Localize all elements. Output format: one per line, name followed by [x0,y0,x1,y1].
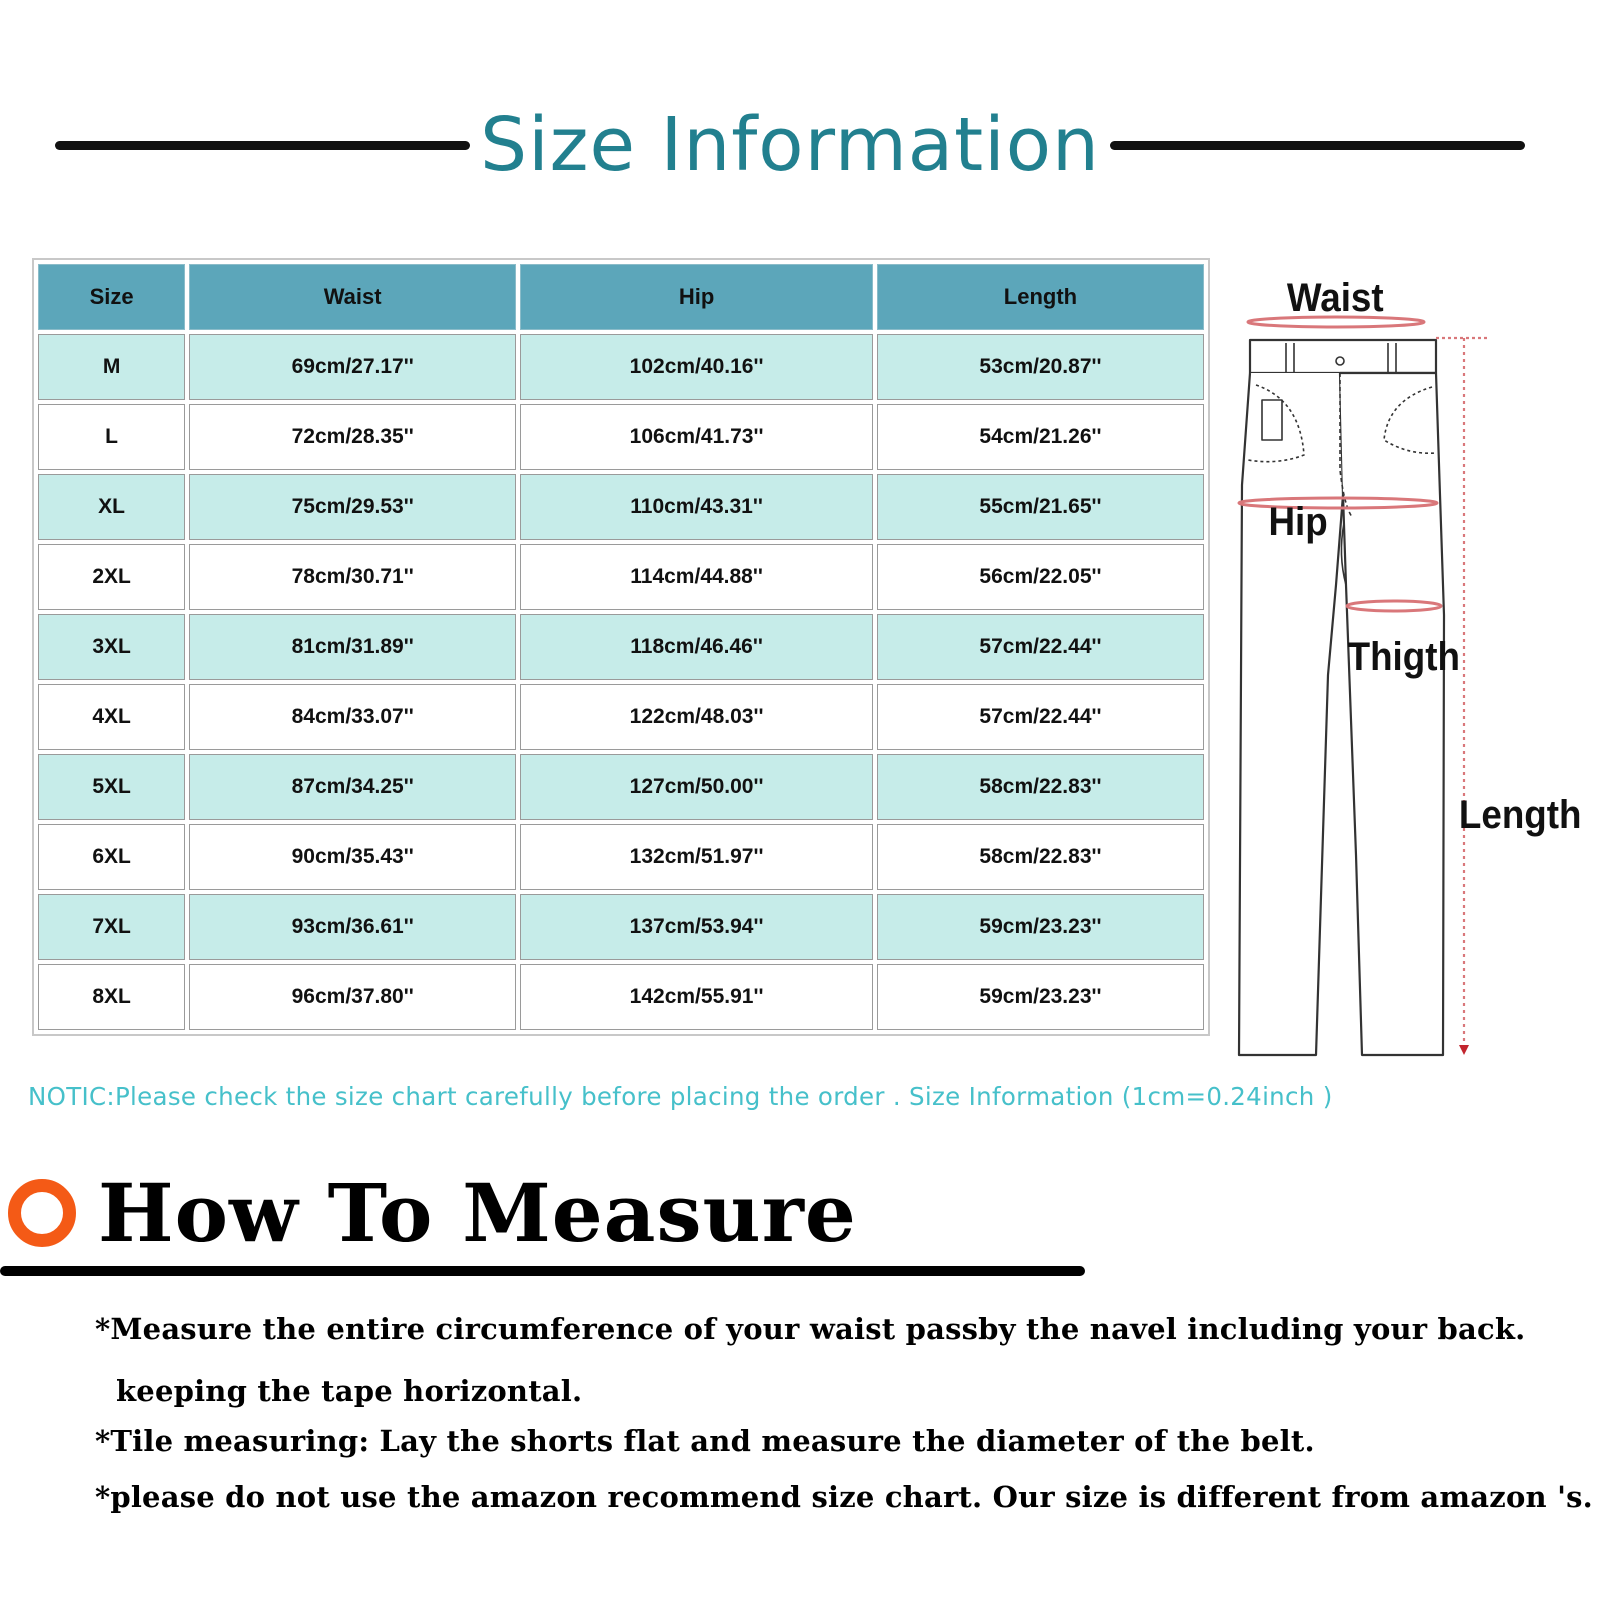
size-cell: 2XL [38,544,185,610]
table-row [38,474,1204,540]
waist-cell: 72cm/28.35'' [189,404,516,470]
size-cell: L [38,404,185,470]
size-cell: 4XL [38,684,185,750]
table-row [38,684,1204,750]
column-header-length: Length [877,264,1204,330]
table-row [38,754,1204,820]
title-right-rule [1110,141,1525,150]
instruction-waist: *Measure the entire circumference of your waist passby the navel including your back. [95,1312,1526,1346]
table-row [38,964,1204,1030]
hip-cell: 118cm/46.46'' [520,614,873,680]
size-cell: 3XL [38,614,185,680]
instruction-tile-measuring: *Tile measuring: Lay the shorts flat and measure the diameter of the belt. [95,1424,1315,1458]
length-label: Length [1458,792,1582,838]
length-cell: 59cm/23.23'' [877,964,1204,1030]
length-cell: 53cm/20.87'' [877,334,1204,400]
page-title: Size Information [480,102,1100,188]
waist-cell: 96cm/37.80'' [189,964,516,1030]
hip-cell: 110cm/43.31'' [520,474,873,540]
hip-cell: 127cm/50.00'' [520,754,873,820]
table-row [38,334,1204,400]
hip-cell: 114cm/44.88'' [520,544,873,610]
size-cell: 6XL [38,824,185,890]
size-table [34,260,1208,1034]
size-table-container [32,258,1210,1036]
size-cell: M [38,334,185,400]
thigh-label: Thigth [1347,634,1460,680]
instruction-amazon-chart: *please do not use the amazon recommend size chart. Our size is different from amazon 's. [95,1480,1593,1514]
table-header-row [38,264,1204,330]
hip-cell: 106cm/41.73'' [520,404,873,470]
waist-cell: 84cm/33.07'' [189,684,516,750]
length-cell: 55cm/21.65'' [877,474,1204,540]
hip-label: Hip [1268,499,1328,545]
pants-outline-icon [1239,340,1444,1055]
waist-cell: 93cm/36.61'' [189,894,516,960]
hip-cell: 137cm/53.94'' [520,894,873,960]
instruction-waist-continued: keeping the tape horizontal. [116,1374,583,1408]
table-row [38,614,1204,680]
pants-measurement-diagram [1228,255,1600,1085]
waist-cell: 78cm/30.71'' [189,544,516,610]
waist-cell: 75cm/29.53'' [189,474,516,540]
length-cell: 57cm/22.44'' [877,684,1204,750]
waist-cell: 90cm/35.43'' [189,824,516,890]
length-cell: 54cm/21.26'' [877,404,1204,470]
table-row [38,824,1204,890]
length-cell: 56cm/22.05'' [877,544,1204,610]
table-row [38,404,1204,470]
column-header-waist: Waist [189,264,516,330]
table-row [38,894,1204,960]
length-cell: 57cm/22.44'' [877,614,1204,680]
waist-cell: 69cm/27.17'' [189,334,516,400]
ring-bullet-icon [8,1179,76,1247]
table-row [38,544,1204,610]
size-cell: XL [38,474,185,540]
length-cell: 58cm/22.83'' [877,754,1204,820]
waist-cell: 87cm/34.25'' [189,754,516,820]
waist-label: Waist [1286,275,1384,321]
hip-cell: 122cm/48.03'' [520,684,873,750]
how-to-measure-rule [0,1266,1085,1276]
length-cell: 58cm/22.83'' [877,824,1204,890]
how-to-measure-header [8,1168,857,1258]
hip-cell: 102cm/40.16'' [520,334,873,400]
column-header-size: Size [38,264,185,330]
title-row [55,100,1525,190]
column-header-hip: Hip [520,264,873,330]
length-cell: 59cm/23.23'' [877,894,1204,960]
hip-cell: 142cm/55.91'' [520,964,873,1030]
size-notice: NOTIC:Please check the size chart carefully before placing the order . Size Information (1cm=0.24inch ) [28,1082,1333,1111]
waist-cell: 81cm/31.89'' [189,614,516,680]
how-to-measure-title: How To Measure [98,1166,857,1260]
size-cell: 8XL [38,964,185,1030]
size-cell: 7XL [38,894,185,960]
title-left-rule [55,141,470,150]
size-cell: 5XL [38,754,185,820]
hip-cell: 132cm/51.97'' [520,824,873,890]
